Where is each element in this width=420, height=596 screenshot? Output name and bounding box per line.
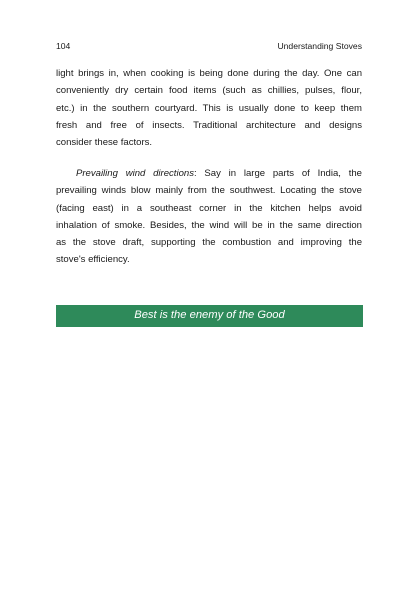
running-title: Understanding Stoves: [277, 41, 362, 51]
paragraph-wind-directions: [56, 165, 362, 269]
text-line: light brings in, when cooking is being done during the day. One can: [56, 68, 362, 79]
text-line: prevailing winds blow mainly from the southwest. Locating the stove: [56, 185, 362, 197]
page-number: 104: [56, 41, 71, 51]
text-line-lead: [56, 165, 362, 182]
paragraph-courtyard: [56, 65, 362, 151]
text-line: inhalation of smoke. Besides, the wind will be in the same direction: [56, 219, 362, 231]
text-line: fresh and free of insects. Traditional architecture and designs: [56, 119, 362, 131]
lead-rest: : Say in large parts of India, the: [193, 168, 362, 179]
text-line: etc.) in the southern courtyard. This is usually done to keep them: [56, 102, 362, 114]
text-line: stove's efficiency.: [56, 254, 130, 266]
text-line: conveniently dry certain food items (such as chillies, pulses, flour,: [56, 85, 362, 97]
quote-banner: [56, 305, 363, 327]
text-line: as the stove draft, supporting the combustion and improving the: [56, 237, 362, 249]
italic-heading: Prevailing wind directions: [76, 168, 194, 179]
page-header: [56, 40, 362, 52]
text-line: (facing east) in a southeast corner in the kitchen helps avoid: [56, 202, 362, 214]
text-line: consider these factors.: [56, 137, 153, 149]
banner-quote-text: Best is the enemy of the Good: [134, 309, 285, 321]
